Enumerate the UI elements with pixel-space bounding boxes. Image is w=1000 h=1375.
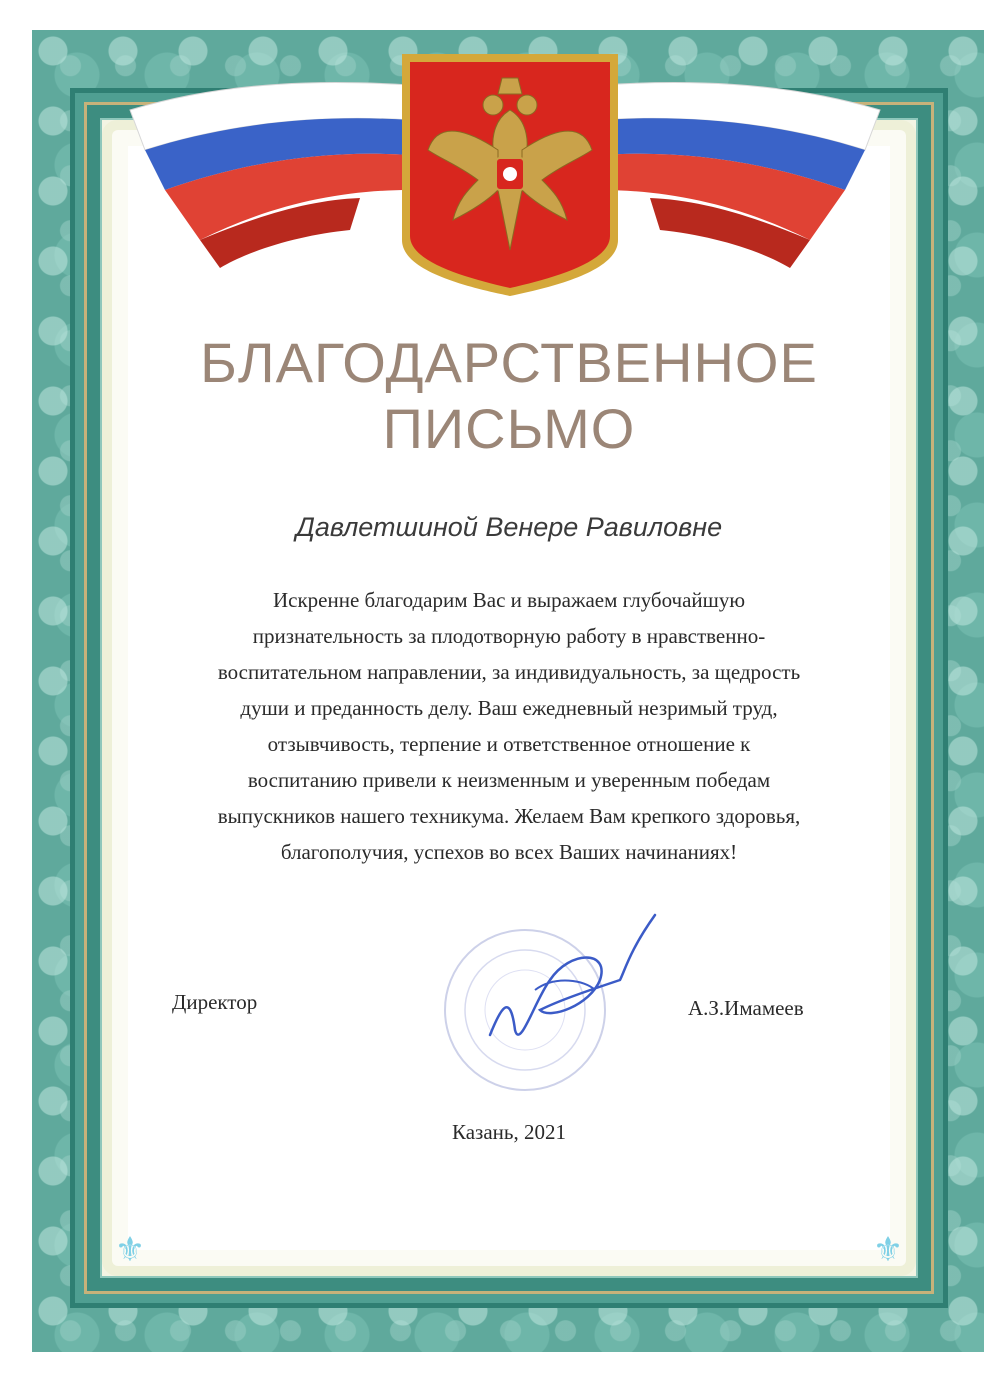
signer-name: А.З.Имамеев bbox=[688, 996, 804, 1020]
body-text-line: выпускников нашего техникума. Желаем Вам крепкого здоровья, bbox=[217, 804, 801, 828]
body-text-line: благополучия, успехов во всех Ваших начинаниях! bbox=[280, 840, 738, 864]
body-text-line: признательность за плодотворную работу в нравственно- bbox=[252, 624, 766, 648]
city-year: Казань, 2021 bbox=[452, 1120, 566, 1144]
official-stamp-signature bbox=[420, 910, 660, 1100]
recipient-name: Давлетшиной Венере Равиловне bbox=[295, 512, 723, 542]
body-text-line: отзывчивость, терпение и ответственное отношение к bbox=[267, 732, 751, 756]
certificate-title-line1: БЛАГОДАРСТВЕННОЕ bbox=[200, 331, 818, 394]
fleur-de-lis-icon: ⚜ bbox=[872, 1230, 904, 1270]
body-text-line: Искренне благодарим Вас и выражаем глубочайшую bbox=[272, 588, 746, 612]
fleur-de-lis-icon: ⚜ bbox=[114, 1230, 146, 1270]
body-text-line: воспитанию привели к неизменным и уверенным победам bbox=[247, 768, 771, 792]
signer-position: Директор bbox=[172, 990, 258, 1014]
body-text-line: воспитательном направлении, за индивидуальность, за щедрость bbox=[217, 660, 801, 684]
certificate-title-line2: ПИСЬМО bbox=[382, 397, 636, 460]
body-text-line: души и преданность делу. Ваш ежедневный незримый труд, bbox=[240, 696, 778, 720]
russian-coat-of-arms-icon bbox=[398, 50, 622, 298]
